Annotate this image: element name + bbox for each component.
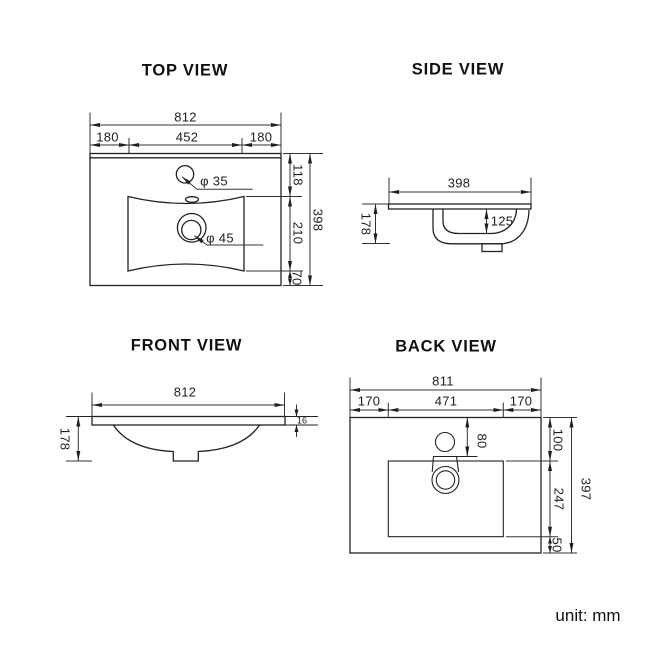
dim-back-right-segment: 170 [509, 393, 533, 408]
front-view-dimensions [66, 393, 297, 462]
dim-top-basin-length: 210 [290, 221, 306, 245]
top-view-dimensions [90, 109, 326, 286]
dim-front-width: 812 [173, 384, 197, 400]
back-view-dimensions [350, 378, 577, 554]
top-view-title: TOP VIEW [141, 61, 229, 80]
dim-side-height: 178 [358, 212, 374, 235]
dim-front-height: 178 [57, 427, 73, 451]
back-view-title: BACK VIEW [395, 337, 497, 355]
dim-back-overall-width: 811 [432, 373, 454, 388]
dim-top-overall-width: 812 [174, 109, 197, 125]
dim-back-faucet-offset: 80 [474, 433, 489, 449]
dim-faucet-hole-diameter: φ 35 [200, 173, 228, 189]
dim-top-overall-depth: 398 [310, 208, 326, 232]
dim-back-left-segment: 170 [357, 393, 381, 408]
dim-top-left-segment: 180 [96, 129, 119, 145]
side-view-title: SIDE VIEW [411, 60, 505, 79]
dim-top-center-segment: 452 [175, 129, 199, 145]
dim-back-overall-height: 397 [578, 477, 594, 501]
top-view-drawing [90, 154, 281, 286]
dim-top-back-offset: 118 [290, 163, 306, 186]
dim-back-basin-height: 247 [551, 487, 567, 510]
front-view-title: FRONT VIEW [130, 336, 243, 355]
side-view-dimensions [358, 175, 531, 244]
unit-note: unit: mm [555, 606, 621, 625]
dim-drain-hole-diameter: φ 45 [206, 230, 234, 245]
front-view-drawing [66, 417, 318, 462]
dim-side-bowl-depth: 125 [490, 213, 514, 229]
dim-back-top-offset: 100 [550, 428, 566, 451]
dim-top-right-segment: 180 [249, 129, 273, 145]
dim-top-front-offset: 70 [289, 270, 305, 286]
dim-side-top-depth: 398 [447, 175, 471, 191]
dim-front-edge-thickness: 16 [296, 415, 308, 426]
dim-back-center-segment: 471 [434, 393, 458, 408]
dim-back-bottom-offset: 50 [549, 536, 565, 553]
back-view-drawing [350, 418, 541, 554]
